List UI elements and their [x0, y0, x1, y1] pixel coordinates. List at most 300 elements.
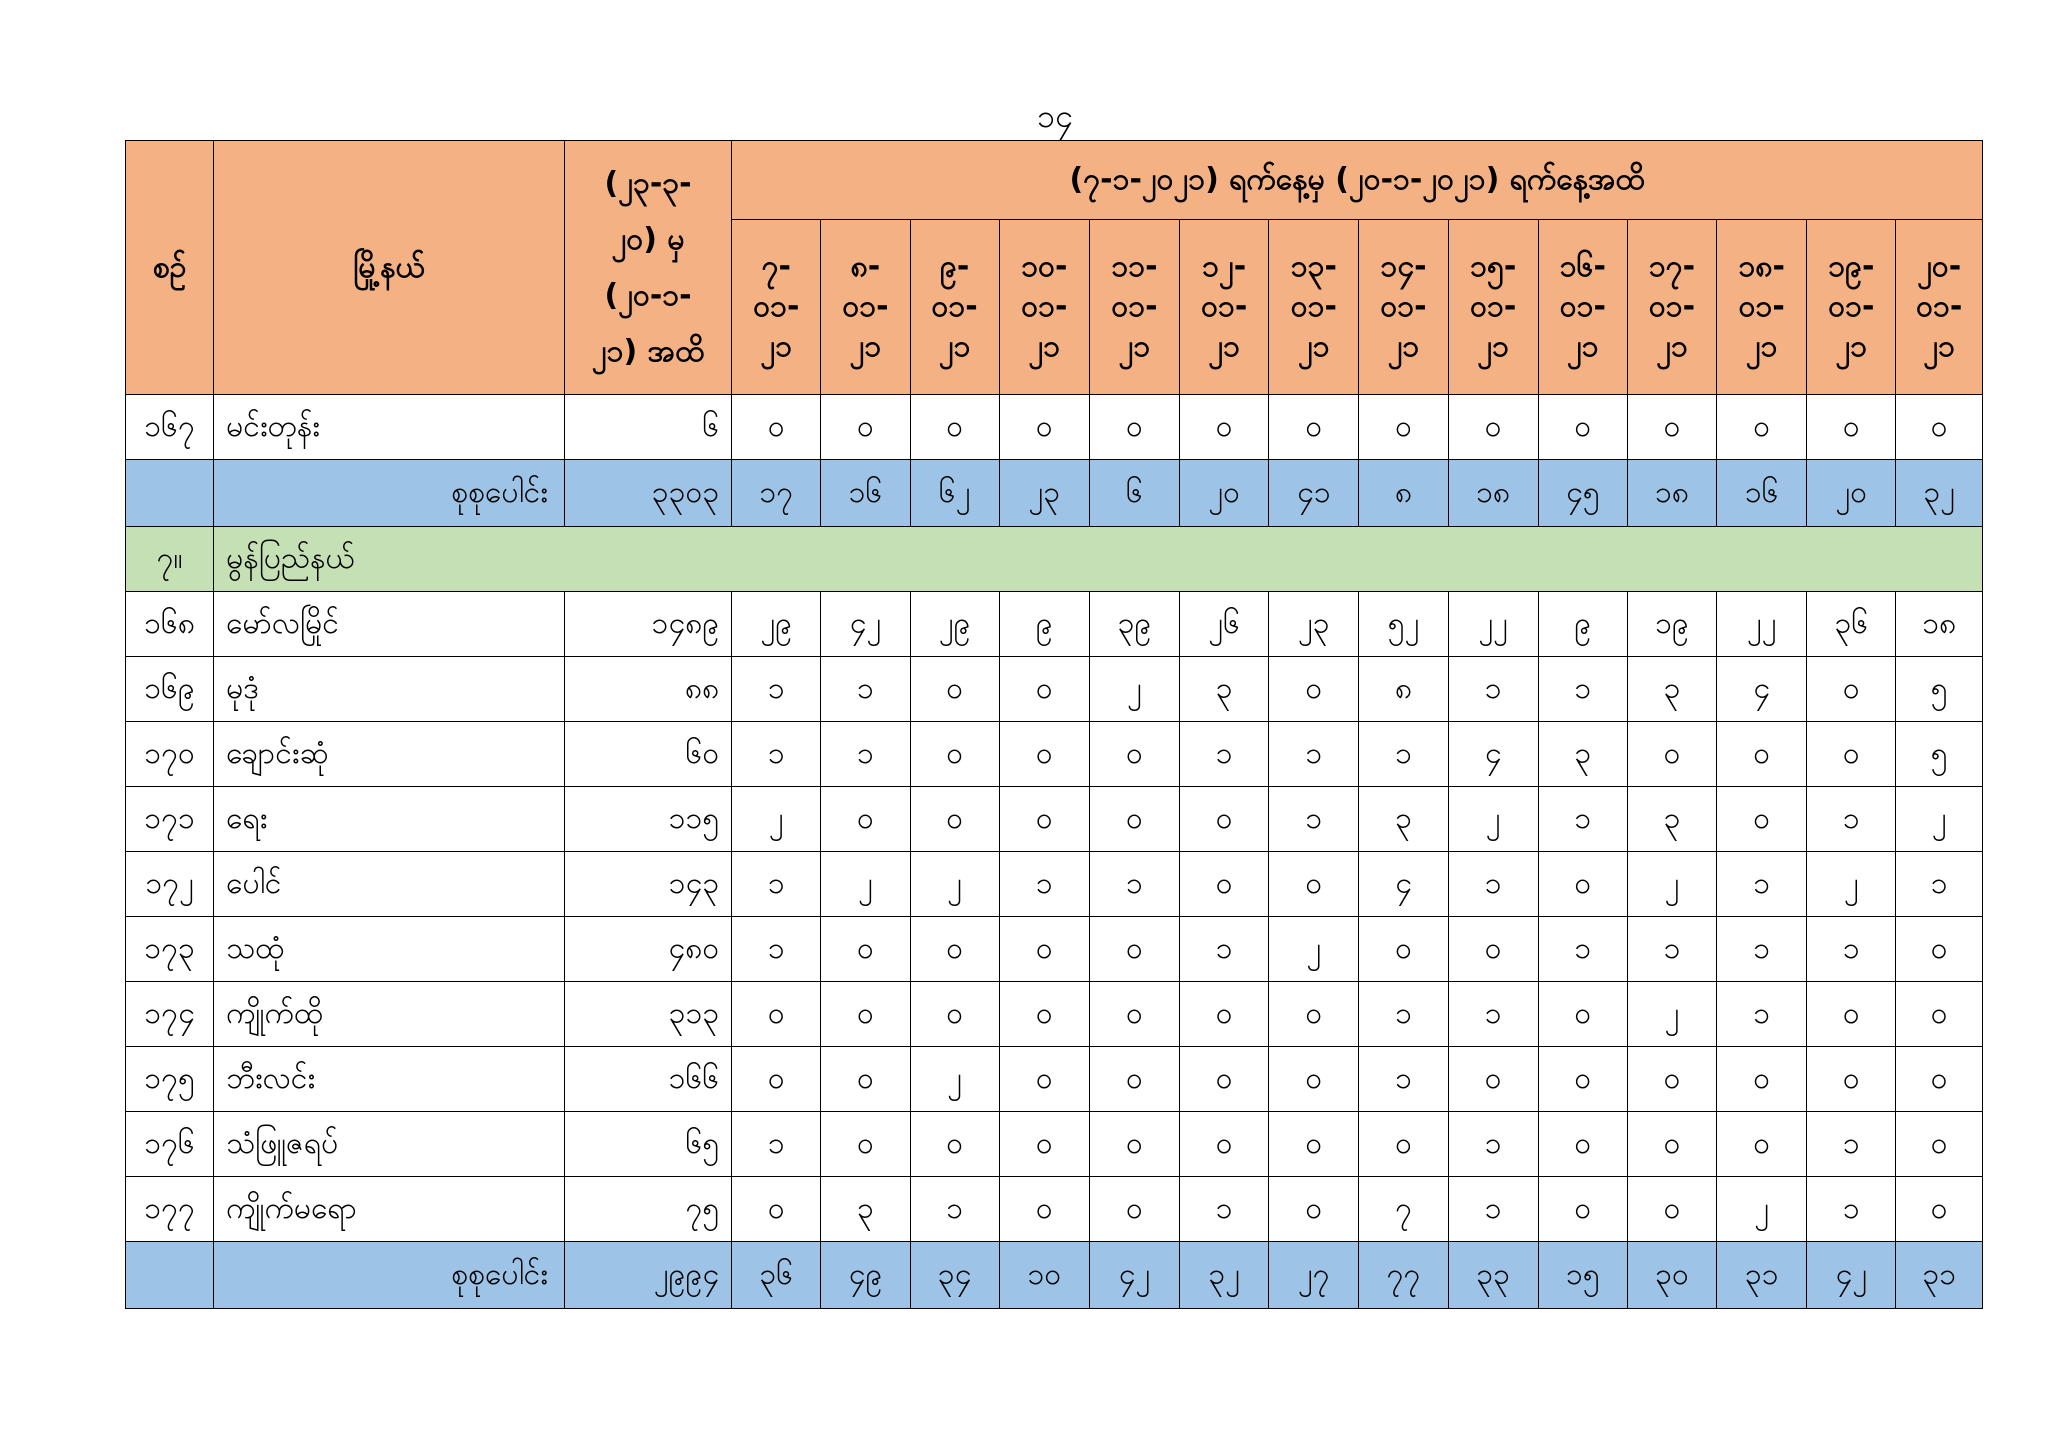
date-header [1448, 220, 1538, 395]
cumulative-cell: ၁၆၆ [564, 1047, 731, 1112]
date-header-part: ၂၀- [1917, 249, 1962, 284]
daily-count-cell: ၀ [1538, 1047, 1627, 1112]
daily-count-cell: ၀ [1269, 395, 1359, 460]
daily-count-cell: ၀ [732, 982, 821, 1047]
daily-count-cell: ၅ [1896, 657, 1983, 722]
date-header-part: ၀၁- [1470, 289, 1517, 324]
daily-count-cell: ၁ [1807, 917, 1896, 982]
daily-count-cell: ၁ [1717, 982, 1807, 1047]
daily-count-cell: ၀ [1180, 982, 1269, 1047]
date-header-part: ၂၁ [1298, 329, 1330, 364]
daily-count-cell: ၀ [999, 1047, 1089, 1112]
daily-count-cell: ၀ [1089, 787, 1179, 852]
date-header-part: ၂၁ [1387, 329, 1420, 364]
cumulative-cell: ၆ [564, 395, 731, 460]
daily-total-cell: ၂၀ [1180, 460, 1269, 527]
cumulative-header-line: ၂၀) မှ [611, 221, 685, 257]
daily-count-cell: ၁၉ [1627, 592, 1716, 657]
daily-total-cell: ၃၁ [1717, 1242, 1807, 1309]
daily-count-cell: ၀ [821, 917, 910, 982]
township-cell: သထုံ [214, 917, 565, 982]
township-cell: ချောင်းဆုံ [214, 722, 565, 787]
daily-count-cell: ၂၃ [1269, 592, 1359, 657]
daily-count-cell: ၀ [821, 395, 910, 460]
daily-count-cell: ၀ [1538, 395, 1627, 460]
daily-count-cell: ၀ [1538, 852, 1627, 917]
daily-count-cell: ၀ [999, 395, 1089, 460]
daily-count-cell: ၂၉ [910, 592, 999, 657]
daily-count-cell: ၁ [1180, 917, 1269, 982]
daily-count-cell: ၀ [1089, 917, 1179, 982]
daily-count-cell: ၉ [999, 592, 1089, 657]
date-header-part: ၂၁ [1745, 329, 1778, 364]
date-header [910, 220, 999, 395]
daily-count-cell: ၁ [1538, 657, 1627, 722]
date-header-part: ၂၁ [1118, 329, 1151, 364]
date-header-part: ၀၁- [1380, 289, 1427, 324]
township-cell: ပေါင် [214, 852, 565, 917]
date-header-part: ၁၅- [1470, 249, 1517, 284]
daily-total-cell: ၃၀ [1627, 1242, 1716, 1309]
section-title: မွန်ပြည်နယ် [214, 527, 1983, 592]
daily-count-cell: ၀ [1269, 1047, 1359, 1112]
daily-count-cell: ၁ [1089, 852, 1179, 917]
page-number: ၁၄ [1037, 97, 1073, 135]
daily-count-cell: ၀ [732, 1177, 821, 1242]
daily-total-cell: ၃၆ [732, 1242, 821, 1309]
daily-total-cell: ၁၆ [1717, 460, 1807, 527]
daily-count-cell: ၂ [1627, 852, 1716, 917]
daily-count-cell: ၀ [1089, 1047, 1179, 1112]
township-cell: မုဒုံ [214, 657, 565, 722]
date-header-part: ၀၁- [931, 289, 978, 324]
date-header [1627, 220, 1716, 395]
total-row [126, 1242, 1983, 1309]
daily-count-cell: ၀ [1089, 395, 1179, 460]
daily-total-cell: ၁၇ [732, 460, 821, 527]
daily-count-cell: ၈ [1359, 657, 1448, 722]
daily-count-cell: ၂၆ [1180, 592, 1269, 657]
daily-total-cell: ၇၇ [1359, 1242, 1448, 1309]
daily-count-cell: ၀ [1538, 982, 1627, 1047]
daily-count-cell: ၁ [1448, 1177, 1538, 1242]
date-header [1538, 220, 1627, 395]
daily-total-cell: ၁၆ [821, 460, 910, 527]
daily-count-cell: ၀ [910, 787, 999, 852]
daily-count-cell: ၀ [1359, 917, 1448, 982]
date-header-part: ၀၁- [753, 289, 800, 324]
daily-total-cell: ၄၉ [821, 1242, 910, 1309]
date-header-part: ၀၁- [1916, 289, 1963, 324]
township-header: မြို့နယ် [214, 141, 565, 395]
cumulative-header-line: (၂၃-၃- [604, 165, 692, 201]
daily-count-cell: ၁ [821, 722, 910, 787]
daily-count-cell: ၀ [1448, 1047, 1538, 1112]
daily-count-cell: ၀ [1627, 395, 1716, 460]
daily-count-cell: ၀ [1717, 1047, 1807, 1112]
daily-count-cell: ၂၂ [1717, 592, 1807, 657]
daily-count-cell: ၂၉ [732, 592, 821, 657]
daily-count-cell: ၀ [1627, 722, 1716, 787]
daily-count-cell: ၀ [821, 1112, 910, 1177]
date-header-part: ၂၁ [849, 329, 882, 364]
daily-count-cell: ၄၂ [821, 592, 910, 657]
date-header-part: ၂၁ [1567, 329, 1599, 364]
serial-cell: ၁၇၂ [126, 852, 214, 917]
date-header [1269, 220, 1359, 395]
date-header [1359, 220, 1448, 395]
date-header-part: ၀၁- [842, 289, 889, 324]
daily-count-cell: ၀ [1627, 1112, 1716, 1177]
daily-count-cell: ၁ [1807, 1112, 1896, 1177]
daily-count-cell: ၁ [910, 1177, 999, 1242]
daily-count-cell: ၀ [1269, 657, 1359, 722]
date-header-part: ၀၁- [1111, 289, 1158, 324]
daily-count-cell: ၇ [1359, 1177, 1448, 1242]
daily-count-cell: ၀ [1359, 1112, 1448, 1177]
daily-total-cell: ၄၂ [1807, 1242, 1896, 1309]
daily-count-cell: ၂ [821, 852, 910, 917]
daily-count-cell: ၃ [1359, 787, 1448, 852]
daily-count-cell: ၀ [1896, 395, 1983, 460]
daily-total-cell: ၈ [1359, 460, 1448, 527]
daily-count-cell: ၀ [999, 1177, 1089, 1242]
cumulative-cell: ၁၄၈၉ [564, 592, 731, 657]
cumulative-total-cell: ၂၉၉၄ [564, 1242, 731, 1309]
date-header-part: ၂၁ [1656, 329, 1688, 364]
cumulative-cell: ၃၁၃ [564, 982, 731, 1047]
daily-count-cell: ၁ [1448, 657, 1538, 722]
daily-count-cell: ၀ [1538, 1112, 1627, 1177]
serial-cell: ၁၇၆ [126, 1112, 214, 1177]
daily-count-cell: ၁ [1807, 787, 1896, 852]
date-header-part: ၁၆- [1559, 249, 1606, 284]
date-header-part: ၀၁- [1828, 289, 1875, 324]
daily-count-cell: ၀ [910, 917, 999, 982]
daily-total-cell: ၃၃ [1448, 1242, 1538, 1309]
daily-count-cell: ၃ [821, 1177, 910, 1242]
daily-count-cell: ၁ [1448, 1112, 1538, 1177]
daily-count-cell: ၂ [1448, 787, 1538, 852]
daily-count-cell: ၀ [1717, 1112, 1807, 1177]
table-row [126, 982, 1983, 1047]
daily-count-cell: ၄ [1448, 722, 1538, 787]
date-header-part: ၂၁ [1208, 329, 1240, 364]
daily-count-cell: ၂ [1717, 1177, 1807, 1242]
daily-total-cell: ၂၇ [1269, 1242, 1359, 1309]
date-header-part: ၂၁ [1923, 329, 1956, 364]
daily-count-cell: ၀ [1089, 1112, 1179, 1177]
daily-count-cell: ၀ [821, 787, 910, 852]
daily-total-cell: ၆ [1089, 460, 1179, 527]
daily-count-cell: ၁ [1807, 1177, 1896, 1242]
daily-total-cell: ၄၂ [1089, 1242, 1179, 1309]
daily-count-cell: ၀ [1717, 722, 1807, 787]
daily-count-cell: ၁ [732, 657, 821, 722]
daily-count-cell: ၁ [1717, 917, 1807, 982]
date-header [1180, 220, 1269, 395]
cumulative-cell: ၄၈၀ [564, 917, 731, 982]
daily-total-cell: ၆၂ [910, 460, 999, 527]
cumulative-cell: ၁၁၅ [564, 787, 731, 852]
daily-count-cell: ၀ [999, 657, 1089, 722]
daily-count-cell: ၀ [1717, 787, 1807, 852]
cumulative-header-line: ၂၁) အထိ [591, 333, 705, 369]
daily-count-cell: ၃ [1180, 657, 1269, 722]
date-header [1717, 220, 1807, 395]
township-cell: မင်းတုန်း [214, 395, 565, 460]
daily-count-cell: ၁ [1448, 852, 1538, 917]
date-header-part: ၀၁- [1738, 289, 1785, 324]
cumulative-header [564, 141, 731, 395]
date-header-part: ၂၁ [1835, 329, 1868, 364]
date-header-part: ၁၁- [1111, 249, 1158, 284]
daily-count-cell: ၀ [1180, 787, 1269, 852]
daily-count-cell: ၁ [1269, 722, 1359, 787]
daily-count-cell: ၀ [1269, 852, 1359, 917]
section-number: ၇။ [126, 527, 214, 592]
daily-count-cell: ၁ [821, 657, 910, 722]
section-row [126, 527, 1983, 592]
cumulative-cell: ၆၅ [564, 1112, 731, 1177]
date-header-part: ၀၁- [1201, 289, 1248, 324]
daily-count-cell: ၀ [1627, 1177, 1716, 1242]
date-header [821, 220, 910, 395]
table-row [126, 592, 1983, 657]
daily-count-cell: ၁ [1359, 722, 1448, 787]
daily-count-cell: ၀ [1538, 1177, 1627, 1242]
table-row [126, 1047, 1983, 1112]
serial-header: စဉ် [126, 141, 214, 395]
daily-count-cell: ၀ [1807, 1047, 1896, 1112]
daily-count-cell: ၀ [1269, 1112, 1359, 1177]
table-row [126, 917, 1983, 982]
daily-total-cell: ၁၈ [1448, 460, 1538, 527]
date-header-part: ၀၁- [1290, 289, 1337, 324]
daily-count-cell: ၀ [1180, 1112, 1269, 1177]
daily-count-cell: ၀ [1448, 395, 1538, 460]
daily-count-cell: ၀ [1896, 1177, 1983, 1242]
daily-count-cell: ၀ [1807, 657, 1896, 722]
date-range-header: (၇-၁-၂၀၂၁) ရက်နေ့မှ (၂၀-၁-၂၀၂၁) ရက်နေ့အထိ [732, 141, 1983, 220]
cumulative-cell: ၆၀ [564, 722, 731, 787]
daily-count-cell: ၁ [1180, 722, 1269, 787]
serial-cell: ၁၆၇ [126, 395, 214, 460]
daily-count-cell: ၀ [910, 395, 999, 460]
serial-cell: ၁၇၄ [126, 982, 214, 1047]
table-row [126, 395, 1983, 460]
daily-count-cell: ၀ [999, 982, 1089, 1047]
daily-count-cell: ၀ [1627, 1047, 1716, 1112]
daily-count-cell: ၃ [1627, 657, 1716, 722]
date-header [1089, 220, 1179, 395]
daily-count-cell: ၀ [1269, 1177, 1359, 1242]
daily-total-cell: ၂၃ [999, 460, 1089, 527]
date-header-part: ၂၁ [1028, 329, 1061, 364]
daily-count-cell: ၁ [1896, 852, 1983, 917]
daily-count-cell: ၁ [999, 852, 1089, 917]
date-header-part: ၇- [761, 249, 791, 284]
date-header [999, 220, 1089, 395]
serial-cell [126, 1242, 214, 1309]
table-row [126, 657, 1983, 722]
daily-count-cell: ၀ [999, 917, 1089, 982]
township-cell: ရေး [214, 787, 565, 852]
daily-count-cell: ၀ [1180, 395, 1269, 460]
daily-count-cell: ၂၂ [1448, 592, 1538, 657]
daily-count-cell: ၀ [1807, 982, 1896, 1047]
daily-count-cell: ၀ [1180, 1047, 1269, 1112]
daily-count-cell: ၄ [1717, 657, 1807, 722]
date-header [1807, 220, 1896, 395]
daily-total-cell: ၄၅ [1538, 460, 1627, 527]
daily-count-cell: ၁ [1359, 982, 1448, 1047]
serial-cell: ၁၇၇ [126, 1177, 214, 1242]
daily-count-cell: ၄ [1359, 852, 1448, 917]
daily-count-cell: ၁ [1538, 787, 1627, 852]
daily-count-cell: ၀ [999, 787, 1089, 852]
serial-cell: ၁၇၁ [126, 787, 214, 852]
daily-count-cell: ၀ [1717, 395, 1807, 460]
daily-count-cell: ၁ [1538, 917, 1627, 982]
daily-count-cell: ၅၂ [1359, 592, 1448, 657]
daily-count-cell: ၀ [999, 1112, 1089, 1177]
total-label: စုစုပေါင်း [214, 1242, 565, 1309]
cumulative-total-cell: ၃၃၀၃ [564, 460, 731, 527]
township-cell: မော်လမြိုင် [214, 592, 565, 657]
daily-count-cell: ၀ [1448, 917, 1538, 982]
cumulative-cell: ၁၄၃ [564, 852, 731, 917]
date-header-part: ၁၀- [1021, 249, 1068, 284]
daily-total-cell: ၂၀ [1807, 460, 1896, 527]
township-cell: ကျိုက်ထို [214, 982, 565, 1047]
daily-count-cell: ၁ [1448, 982, 1538, 1047]
daily-count-cell: ၀ [1896, 1047, 1983, 1112]
daily-count-cell: ၀ [910, 657, 999, 722]
total-label: စုစုပေါင်း [214, 460, 565, 527]
daily-count-cell: ၀ [910, 982, 999, 1047]
daily-count-cell: ၂ [1627, 982, 1716, 1047]
daily-total-cell: ၁၅ [1538, 1242, 1627, 1309]
daily-count-cell: ၀ [1089, 1177, 1179, 1242]
daily-count-cell: ၀ [910, 722, 999, 787]
daily-total-cell: ၃၄ [910, 1242, 999, 1309]
serial-cell: ၁၆၉ [126, 657, 214, 722]
daily-count-cell: ၀ [1180, 852, 1269, 917]
date-header-part: ၈- [850, 249, 881, 284]
daily-count-cell: ၉ [1538, 592, 1627, 657]
daily-count-cell: ၂ [1807, 852, 1896, 917]
daily-count-cell: ၃ [1538, 722, 1627, 787]
date-header-part: ၀၁- [1648, 289, 1696, 324]
daily-count-cell: ၀ [999, 722, 1089, 787]
daily-count-cell: ၀ [1269, 982, 1359, 1047]
daily-count-cell: ၃၆ [1807, 592, 1896, 657]
daily-count-cell: ၂ [910, 852, 999, 917]
total-row [126, 460, 1983, 527]
daily-count-cell: ၂ [1896, 787, 1983, 852]
date-header-part: ၁၂- [1202, 249, 1247, 284]
serial-cell: ၁၇၀ [126, 722, 214, 787]
date-header-part: ၂၁ [760, 329, 793, 364]
daily-count-cell: ၁ [1359, 1047, 1448, 1112]
daily-count-cell: ၀ [1896, 917, 1983, 982]
daily-count-cell: ၅ [1896, 722, 1983, 787]
daily-count-cell: ၁ [1717, 852, 1807, 917]
daily-count-cell: ၁ [1180, 1177, 1269, 1242]
date-header-part: ၂၁ [1477, 329, 1509, 364]
daily-count-cell: ၂ [1269, 917, 1359, 982]
table-row [126, 722, 1983, 787]
covid-cases-table [125, 140, 1983, 1309]
daily-count-cell: ၂ [910, 1047, 999, 1112]
daily-count-cell: ၁ [732, 1112, 821, 1177]
daily-total-cell: ၃၁ [1896, 1242, 1983, 1309]
daily-total-cell: ၁၀ [999, 1242, 1089, 1309]
daily-count-cell: ၁ [732, 722, 821, 787]
township-cell: သံဖြူဇရပ် [214, 1112, 565, 1177]
table-row [126, 852, 1983, 917]
daily-count-cell: ၀ [1359, 395, 1448, 460]
daily-count-cell: ၂ [732, 787, 821, 852]
table-row [126, 1177, 1983, 1242]
date-header-part: ၀၁- [1559, 289, 1606, 324]
daily-count-cell: ၁ [732, 852, 821, 917]
daily-count-cell: ၃၉ [1089, 592, 1179, 657]
daily-count-cell: ၀ [1896, 1112, 1983, 1177]
daily-count-cell: ၂ [1089, 657, 1179, 722]
daily-total-cell: ၄၁ [1269, 460, 1359, 527]
date-header-part: ၉- [939, 249, 970, 284]
serial-cell [126, 460, 214, 527]
daily-count-cell: ၀ [1089, 982, 1179, 1047]
serial-cell: ၁၆၈ [126, 592, 214, 657]
daily-count-cell: ၁၈ [1896, 592, 1983, 657]
daily-count-cell: ၁ [1627, 917, 1716, 982]
daily-count-cell: ၀ [732, 1047, 821, 1112]
daily-count-cell: ၀ [821, 982, 910, 1047]
daily-count-cell: ၀ [821, 1047, 910, 1112]
date-header-part: ၁၃- [1290, 249, 1337, 284]
date-header-part: ၁၉- [1828, 249, 1875, 284]
date-header-part: ၁၈- [1738, 249, 1785, 284]
table-row [126, 1112, 1983, 1177]
daily-count-cell: ၀ [1089, 722, 1179, 787]
date-header [1896, 220, 1983, 395]
daily-total-cell: ၃၂ [1896, 460, 1983, 527]
date-header-part: ၁၇- [1648, 249, 1696, 284]
daily-total-cell: ၃၂ [1180, 1242, 1269, 1309]
daily-count-cell: ၁ [1269, 787, 1359, 852]
daily-count-cell: ၁ [732, 917, 821, 982]
daily-count-cell: ၃ [1627, 787, 1716, 852]
daily-count-cell: ၀ [1896, 982, 1983, 1047]
township-cell: ကျိုက်မရော [214, 1177, 565, 1242]
date-header-part: ၁၄- [1380, 249, 1427, 284]
serial-cell: ၁၇၅ [126, 1047, 214, 1112]
serial-cell: ၁၇၃ [126, 917, 214, 982]
cumulative-cell: ၇၅ [564, 1177, 731, 1242]
date-header [732, 220, 821, 395]
date-header-part: ၂၁ [938, 329, 971, 364]
daily-count-cell: ၀ [910, 1112, 999, 1177]
daily-count-cell: ၀ [732, 395, 821, 460]
table-row [126, 787, 1983, 852]
daily-total-cell: ၁၈ [1627, 460, 1716, 527]
daily-count-cell: ၀ [1807, 722, 1896, 787]
township-cell: ဘီးလင်း [214, 1047, 565, 1112]
date-header-part: ၀၁- [1021, 289, 1068, 324]
